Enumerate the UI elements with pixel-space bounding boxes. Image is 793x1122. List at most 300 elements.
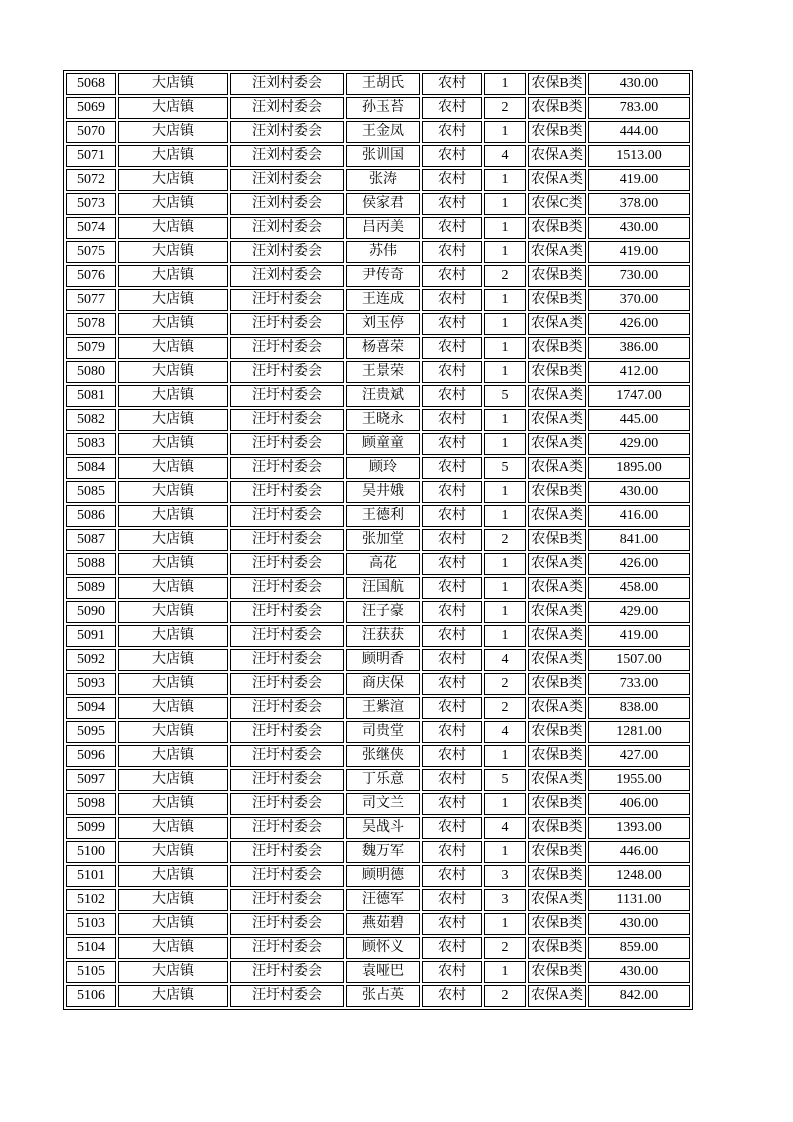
village-cell: 汪圩村委会 [230,481,344,503]
insurance_type-cell: 农保B类 [528,913,586,935]
village-cell: 汪圩村委会 [230,697,344,719]
town-cell: 大店镇 [118,385,228,407]
amount-cell: 429.00 [588,601,690,623]
town-cell: 大店镇 [118,337,228,359]
amount-cell: 859.00 [588,937,690,959]
insurance_type-cell: 农保B类 [528,793,586,815]
amount-cell: 446.00 [588,841,690,863]
insurance_type-cell: 农保A类 [528,505,586,527]
village-cell: 汪圩村委会 [230,529,344,551]
count-cell: 1 [484,433,526,455]
amount-cell: 419.00 [588,625,690,647]
serial-cell: 5078 [66,313,116,335]
count-cell: 4 [484,721,526,743]
name-cell: 刘玉停 [346,313,420,335]
amount-cell: 406.00 [588,793,690,815]
village-cell: 汪圩村委会 [230,577,344,599]
name-cell: 高花 [346,553,420,575]
village-cell: 汪刘村委会 [230,217,344,239]
table-row [66,961,690,983]
count-cell: 1 [484,841,526,863]
table-row [66,577,690,599]
count-cell: 1 [484,313,526,335]
town-cell: 大店镇 [118,433,228,455]
town-cell: 大店镇 [118,745,228,767]
name-cell: 张继侠 [346,745,420,767]
name-cell: 王景荣 [346,361,420,383]
town-cell: 大店镇 [118,361,228,383]
residence-cell: 农村 [422,193,482,215]
count-cell: 1 [484,169,526,191]
name-cell: 商庆保 [346,673,420,695]
name-cell: 吴战斗 [346,817,420,839]
amount-cell: 458.00 [588,577,690,599]
insurance_type-cell: 农保A类 [528,649,586,671]
insurance_type-cell: 农保A类 [528,457,586,479]
table-row [66,361,690,383]
village-cell: 汪刘村委会 [230,97,344,119]
table-row [66,865,690,887]
village-cell: 汪刘村委会 [230,121,344,143]
table-row [66,937,690,959]
name-cell: 司贵堂 [346,721,420,743]
village-cell: 汪刘村委会 [230,265,344,287]
name-cell: 顾童童 [346,433,420,455]
amount-cell: 444.00 [588,121,690,143]
town-cell: 大店镇 [118,625,228,647]
count-cell: 1 [484,121,526,143]
serial-cell: 5090 [66,601,116,623]
amount-cell: 838.00 [588,697,690,719]
count-cell: 1 [484,505,526,527]
table-row [66,169,690,191]
serial-cell: 5083 [66,433,116,455]
count-cell: 4 [484,649,526,671]
village-cell: 汪圩村委会 [230,625,344,647]
table-row [66,889,690,911]
serial-cell: 5076 [66,265,116,287]
residence-cell: 农村 [422,409,482,431]
amount-cell: 419.00 [588,169,690,191]
name-cell: 王紫渲 [346,697,420,719]
table-row [66,793,690,815]
amount-cell: 783.00 [588,97,690,119]
table-row [66,265,690,287]
insurance_type-cell: 农保B类 [528,73,586,95]
amount-cell: 429.00 [588,433,690,455]
serial-cell: 5102 [66,889,116,911]
village-cell: 汪圩村委会 [230,553,344,575]
town-cell: 大店镇 [118,889,228,911]
insurance_type-cell: 农保B类 [528,97,586,119]
village-cell: 汪圩村委会 [230,505,344,527]
table-row [66,457,690,479]
name-cell: 丁乐意 [346,769,420,791]
village-cell: 汪刘村委会 [230,145,344,167]
amount-cell: 426.00 [588,313,690,335]
count-cell: 1 [484,601,526,623]
residence-cell: 农村 [422,361,482,383]
name-cell: 汪子豪 [346,601,420,623]
amount-cell: 430.00 [588,961,690,983]
insurance_type-cell: 农保A类 [528,433,586,455]
table-row [66,553,690,575]
count-cell: 1 [484,193,526,215]
count-cell: 1 [484,625,526,647]
table-row [66,337,690,359]
serial-cell: 5106 [66,985,116,1007]
table-row [66,913,690,935]
village-cell: 汪圩村委会 [230,313,344,335]
insurance_type-cell: 农保A类 [528,769,586,791]
name-cell: 魏万军 [346,841,420,863]
table-row [66,745,690,767]
count-cell: 1 [484,217,526,239]
residence-cell: 农村 [422,385,482,407]
serial-cell: 5103 [66,913,116,935]
town-cell: 大店镇 [118,169,228,191]
residence-cell: 农村 [422,553,482,575]
village-cell: 汪圩村委会 [230,913,344,935]
table-row [66,841,690,863]
name-cell: 张加堂 [346,529,420,551]
count-cell: 1 [484,361,526,383]
table-row [66,409,690,431]
residence-cell: 农村 [422,217,482,239]
village-cell: 汪圩村委会 [230,649,344,671]
amount-cell: 416.00 [588,505,690,527]
village-cell: 汪圩村委会 [230,745,344,767]
village-cell: 汪圩村委会 [230,817,344,839]
village-cell: 汪圩村委会 [230,457,344,479]
insurance_type-cell: 农保B类 [528,841,586,863]
residence-cell: 农村 [422,337,482,359]
residence-cell: 农村 [422,769,482,791]
table-row [66,481,690,503]
count-cell: 5 [484,769,526,791]
village-cell: 汪圩村委会 [230,721,344,743]
village-cell: 汪圩村委会 [230,889,344,911]
insurance_type-cell: 农保A类 [528,697,586,719]
residence-cell: 农村 [422,481,482,503]
insurance_type-cell: 农保B类 [528,529,586,551]
serial-cell: 5092 [66,649,116,671]
serial-cell: 5093 [66,673,116,695]
amount-cell: 1513.00 [588,145,690,167]
amount-cell: 426.00 [588,553,690,575]
name-cell: 苏伟 [346,241,420,263]
table-row [66,385,690,407]
name-cell: 尹传奇 [346,265,420,287]
serial-cell: 5096 [66,745,116,767]
residence-cell: 农村 [422,145,482,167]
residence-cell: 农村 [422,457,482,479]
name-cell: 王胡氏 [346,73,420,95]
residence-cell: 农村 [422,889,482,911]
village-cell: 汪圩村委会 [230,601,344,623]
serial-cell: 5097 [66,769,116,791]
insurance_type-cell: 农保A类 [528,169,586,191]
serial-cell: 5091 [66,625,116,647]
residence-cell: 农村 [422,169,482,191]
town-cell: 大店镇 [118,121,228,143]
town-cell: 大店镇 [118,937,228,959]
count-cell: 1 [484,73,526,95]
town-cell: 大店镇 [118,913,228,935]
count-cell: 1 [484,409,526,431]
insurance_type-cell: 农保A类 [528,313,586,335]
insurance_type-cell: 农保B类 [528,481,586,503]
amount-cell: 430.00 [588,73,690,95]
table-row [66,217,690,239]
serial-cell: 5100 [66,841,116,863]
serial-cell: 5088 [66,553,116,575]
residence-cell: 农村 [422,865,482,887]
insurance_type-cell: 农保A类 [528,145,586,167]
residence-cell: 农村 [422,625,482,647]
residence-cell: 农村 [422,817,482,839]
residence-cell: 农村 [422,937,482,959]
name-cell: 司文兰 [346,793,420,815]
serial-cell: 5070 [66,121,116,143]
insurance_type-cell: 农保B类 [528,745,586,767]
insurance_type-cell: 农保B类 [528,865,586,887]
serial-cell: 5099 [66,817,116,839]
amount-cell: 430.00 [588,217,690,239]
table-row [66,673,690,695]
table-row [66,505,690,527]
serial-cell: 5101 [66,865,116,887]
serial-cell: 5081 [66,385,116,407]
village-cell: 汪圩村委会 [230,289,344,311]
insurance_type-cell: 农保B类 [528,721,586,743]
count-cell: 1 [484,745,526,767]
serial-cell: 5085 [66,481,116,503]
table-row [66,433,690,455]
residence-cell: 农村 [422,529,482,551]
town-cell: 大店镇 [118,241,228,263]
town-cell: 大店镇 [118,961,228,983]
town-cell: 大店镇 [118,217,228,239]
insurance_type-cell: 农保B类 [528,361,586,383]
village-cell: 汪刘村委会 [230,241,344,263]
name-cell: 张涛 [346,169,420,191]
village-cell: 汪圩村委会 [230,361,344,383]
village-cell: 汪圩村委会 [230,865,344,887]
insurance_type-cell: 农保B类 [528,121,586,143]
town-cell: 大店镇 [118,265,228,287]
serial-cell: 5098 [66,793,116,815]
count-cell: 1 [484,913,526,935]
insurance_type-cell: 农保A类 [528,889,586,911]
village-cell: 汪刘村委会 [230,73,344,95]
amount-cell: 419.00 [588,241,690,263]
serial-cell: 5079 [66,337,116,359]
name-cell: 王金凤 [346,121,420,143]
count-cell: 4 [484,145,526,167]
table-row [66,601,690,623]
serial-cell: 5080 [66,361,116,383]
serial-cell: 5072 [66,169,116,191]
count-cell: 2 [484,937,526,959]
amount-cell: 733.00 [588,673,690,695]
town-cell: 大店镇 [118,697,228,719]
payment-table-body [66,73,690,1007]
amount-cell: 430.00 [588,913,690,935]
town-cell: 大店镇 [118,289,228,311]
serial-cell: 5094 [66,697,116,719]
name-cell: 汪获获 [346,625,420,647]
serial-cell: 5073 [66,193,116,215]
insurance_type-cell: 农保B类 [528,961,586,983]
town-cell: 大店镇 [118,577,228,599]
amount-cell: 1393.00 [588,817,690,839]
count-cell: 2 [484,265,526,287]
serial-cell: 5095 [66,721,116,743]
insurance_type-cell: 农保A类 [528,385,586,407]
village-cell: 汪圩村委会 [230,385,344,407]
insurance_type-cell: 农保B类 [528,265,586,287]
table-row [66,769,690,791]
town-cell: 大店镇 [118,409,228,431]
town-cell: 大店镇 [118,97,228,119]
residence-cell: 农村 [422,913,482,935]
name-cell: 侯家君 [346,193,420,215]
town-cell: 大店镇 [118,865,228,887]
village-cell: 汪圩村委会 [230,409,344,431]
town-cell: 大店镇 [118,553,228,575]
name-cell: 张占英 [346,985,420,1007]
insurance_type-cell: 农保B类 [528,937,586,959]
residence-cell: 农村 [422,73,482,95]
village-cell: 汪圩村委会 [230,985,344,1007]
village-cell: 汪圩村委会 [230,769,344,791]
name-cell: 孙玉苔 [346,97,420,119]
serial-cell: 5105 [66,961,116,983]
residence-cell: 农村 [422,793,482,815]
amount-cell: 430.00 [588,481,690,503]
amount-cell: 412.00 [588,361,690,383]
name-cell: 燕茹碧 [346,913,420,935]
insurance_type-cell: 农保A类 [528,625,586,647]
count-cell: 1 [484,793,526,815]
town-cell: 大店镇 [118,313,228,335]
name-cell: 顾怀义 [346,937,420,959]
village-cell: 汪圩村委会 [230,841,344,863]
town-cell: 大店镇 [118,145,228,167]
table-row [66,649,690,671]
table-row [66,721,690,743]
amount-cell: 1248.00 [588,865,690,887]
table-row [66,121,690,143]
serial-cell: 5071 [66,145,116,167]
table-row [66,985,690,1007]
table-row [66,289,690,311]
name-cell: 杨喜荣 [346,337,420,359]
residence-cell: 农村 [422,985,482,1007]
insurance_type-cell: 农保A类 [528,985,586,1007]
amount-cell: 378.00 [588,193,690,215]
count-cell: 1 [484,553,526,575]
insurance_type-cell: 农保A类 [528,601,586,623]
town-cell: 大店镇 [118,793,228,815]
amount-cell: 842.00 [588,985,690,1007]
village-cell: 汪刘村委会 [230,193,344,215]
name-cell: 顾明德 [346,865,420,887]
residence-cell: 农村 [422,289,482,311]
residence-cell: 农村 [422,649,482,671]
residence-cell: 农村 [422,961,482,983]
table-row [66,817,690,839]
town-cell: 大店镇 [118,73,228,95]
count-cell: 2 [484,97,526,119]
residence-cell: 农村 [422,745,482,767]
serial-cell: 5068 [66,73,116,95]
town-cell: 大店镇 [118,817,228,839]
insurance_type-cell: 农保B类 [528,817,586,839]
count-cell: 1 [484,961,526,983]
residence-cell: 农村 [422,97,482,119]
residence-cell: 农村 [422,313,482,335]
count-cell: 1 [484,241,526,263]
town-cell: 大店镇 [118,985,228,1007]
amount-cell: 1281.00 [588,721,690,743]
amount-cell: 1507.00 [588,649,690,671]
count-cell: 1 [484,577,526,599]
town-cell: 大店镇 [118,649,228,671]
residence-cell: 农村 [422,601,482,623]
insurance_type-cell: 农保A类 [528,577,586,599]
serial-cell: 5089 [66,577,116,599]
name-cell: 汪德军 [346,889,420,911]
serial-cell: 5069 [66,97,116,119]
table-row [66,145,690,167]
count-cell: 4 [484,817,526,839]
serial-cell: 5084 [66,457,116,479]
residence-cell: 农村 [422,505,482,527]
serial-cell: 5087 [66,529,116,551]
table-row [66,313,690,335]
residence-cell: 农村 [422,697,482,719]
amount-cell: 1895.00 [588,457,690,479]
amount-cell: 841.00 [588,529,690,551]
residence-cell: 农村 [422,241,482,263]
town-cell: 大店镇 [118,481,228,503]
amount-cell: 427.00 [588,745,690,767]
residence-cell: 农村 [422,121,482,143]
count-cell: 1 [484,481,526,503]
village-cell: 汪圩村委会 [230,961,344,983]
table-row [66,697,690,719]
insurance_type-cell: 农保C类 [528,193,586,215]
town-cell: 大店镇 [118,841,228,863]
village-cell: 汪刘村委会 [230,169,344,191]
town-cell: 大店镇 [118,457,228,479]
count-cell: 5 [484,457,526,479]
town-cell: 大店镇 [118,769,228,791]
insurance_type-cell: 农保B类 [528,673,586,695]
village-cell: 汪圩村委会 [230,673,344,695]
residence-cell: 农村 [422,841,482,863]
amount-cell: 1747.00 [588,385,690,407]
amount-cell: 1131.00 [588,889,690,911]
serial-cell: 5086 [66,505,116,527]
table-row [66,73,690,95]
count-cell: 5 [484,385,526,407]
count-cell: 2 [484,529,526,551]
table-row [66,529,690,551]
amount-cell: 370.00 [588,289,690,311]
